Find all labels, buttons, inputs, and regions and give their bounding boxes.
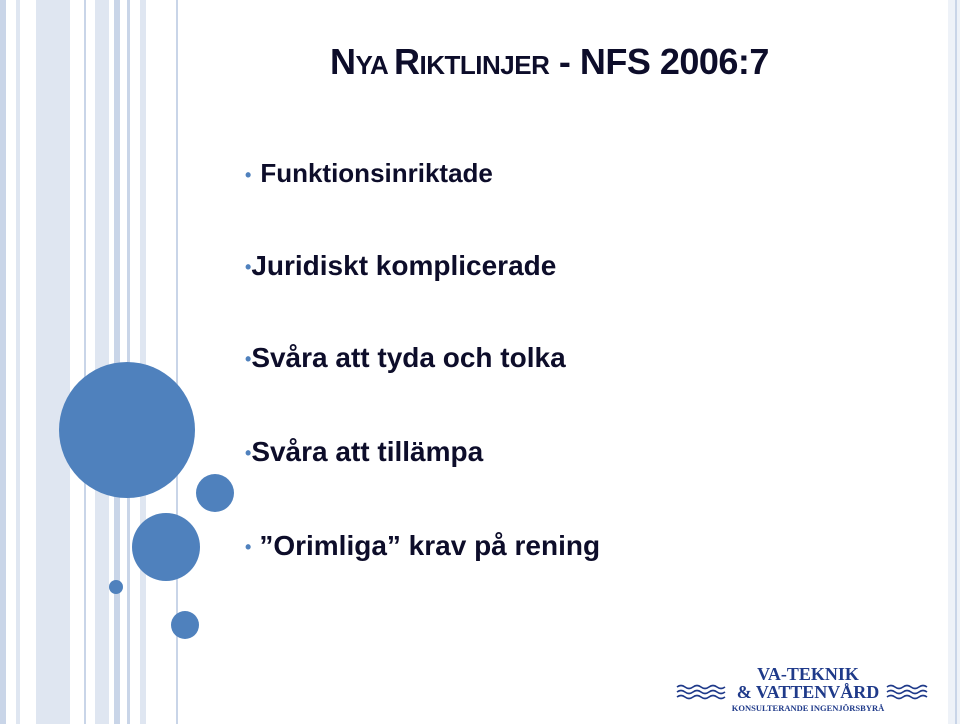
bullet-marker: • (245, 257, 252, 278)
bullet-marker: • (245, 349, 252, 370)
decorative-circle (59, 362, 195, 498)
stripe (16, 0, 20, 724)
bullet-marker: • (245, 443, 252, 464)
decorative-circle (196, 474, 234, 512)
title-smallcaps: YA (355, 50, 394, 80)
title-initial: R (394, 41, 420, 82)
stripe (114, 0, 120, 724)
bullet-text: Svåra att tillämpa (251, 436, 484, 467)
bullet-marker: • (245, 537, 252, 558)
bullet-item (245, 530, 600, 562)
stripe (36, 0, 70, 724)
bullet-text: Funktionsinriktade (260, 158, 493, 188)
title-initial: N (330, 41, 356, 82)
bullet-text: Svåra att tyda och tolka (251, 342, 566, 373)
bullet-text: Juridiskt komplicerade (251, 250, 557, 281)
bullet-text: ”Orimliga” krav på rening (259, 530, 601, 561)
stripe (0, 0, 6, 724)
bullet-marker: • (245, 164, 252, 185)
decorative-circle (109, 580, 123, 594)
decorative-circle (132, 513, 200, 581)
title-smallcaps: IKTLINJER (419, 50, 550, 80)
stripe (127, 0, 130, 724)
slide-title (330, 40, 769, 87)
stripe (948, 0, 960, 724)
stripe (140, 0, 146, 724)
decorative-circle (171, 611, 199, 639)
title-rest: - NFS 2006:7 (549, 41, 769, 82)
bullet-item (245, 436, 483, 468)
bullet-item (245, 342, 566, 374)
logo-line-3: KONSULTERANDE INGENJÖRSBYRÅ (731, 703, 885, 713)
bullet-item (245, 158, 493, 189)
stripe (955, 0, 957, 724)
company-logo (675, 663, 937, 715)
bullet-item (245, 250, 556, 282)
stripe (84, 0, 86, 724)
logo-line-1: VA-TEKNIK (757, 664, 859, 684)
logo-line-2: & VATTENVÅRD (736, 682, 880, 702)
stripe (95, 0, 109, 724)
